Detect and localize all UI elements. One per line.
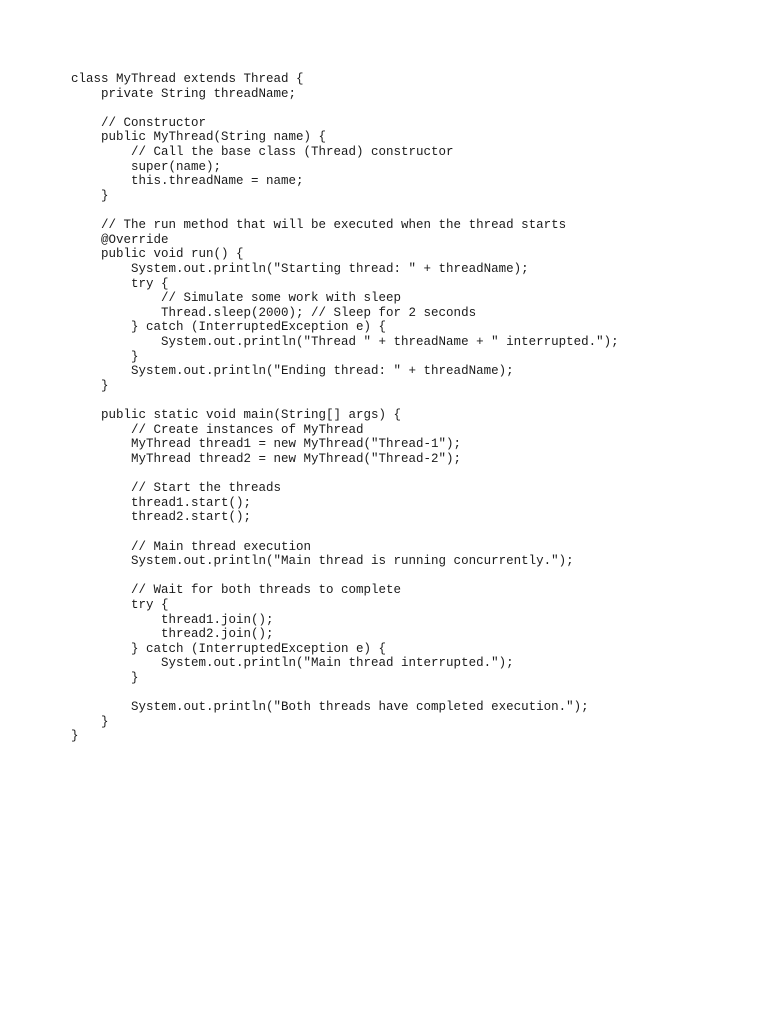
code-line	[71, 203, 619, 218]
code-line: System.out.println("Ending thread: " + threadName);	[71, 364, 514, 379]
code-line: Thread.sleep(2000); // Sleep for 2 seconds	[71, 305, 477, 320]
code-line: System.out.println("Main thread is running concurrently.");	[71, 554, 574, 569]
code-line	[71, 686, 619, 701]
code-line: // The run method that will be executed when the thread starts	[71, 218, 567, 233]
code-line: try {	[71, 597, 169, 612]
code-line: } catch (InterruptedException e) {	[71, 641, 387, 656]
code-line: // Simulate some work with sleep	[71, 291, 402, 306]
code-line: try {	[71, 276, 169, 291]
code-line: thread2.join();	[71, 627, 274, 642]
code-line	[71, 569, 619, 584]
code-line: // Create instances of MyThread	[71, 422, 364, 437]
code-line: }	[71, 188, 109, 203]
code-line	[71, 466, 619, 481]
code-line: thread1.start();	[71, 495, 252, 510]
code-line: }	[71, 349, 139, 364]
code-line: MyThread thread2 = new MyThread("Thread-2");	[71, 451, 462, 466]
code-line: class MyThread extends Thread {	[71, 72, 304, 86]
code-line: this.threadName = name;	[71, 174, 304, 189]
code-line: System.out.println("Thread " + threadName + " interrupted.");	[71, 334, 619, 349]
code-line: thread1.join();	[71, 612, 274, 627]
code-line: }	[71, 670, 139, 685]
code-line: private String threadName;	[71, 86, 297, 101]
code-line	[71, 525, 619, 540]
code-line: public void run() {	[71, 247, 244, 262]
code-line: } catch (InterruptedException e) {	[71, 320, 387, 335]
code-line: super(name);	[71, 159, 222, 174]
code-line: System.out.println("Main thread interrupted.");	[71, 656, 514, 671]
code-line	[71, 101, 619, 116]
code-line: public static void main(String[] args) {	[71, 408, 402, 423]
code-line: MyThread thread1 = new MyThread("Thread-1");	[71, 437, 462, 452]
code-line: }	[71, 729, 79, 744]
code-line: System.out.println("Both threads have completed execution.");	[71, 700, 589, 715]
code-line	[71, 393, 619, 408]
code-block	[71, 72, 619, 744]
code-line: @Override	[71, 232, 169, 247]
code-line: }	[71, 378, 109, 393]
code-line: public MyThread(String name) {	[71, 130, 327, 145]
code-line: }	[71, 714, 109, 729]
code-line: // Wait for both threads to complete	[71, 583, 402, 598]
code-line: // Start the threads	[71, 481, 282, 496]
code-line: thread2.start();	[71, 510, 252, 525]
code-line: // Constructor	[71, 115, 207, 130]
code-line: // Main thread execution	[71, 539, 312, 554]
code-line: System.out.println("Starting thread: " + threadName);	[71, 261, 529, 276]
code-line: // Call the base class (Thread) constructor	[71, 145, 454, 160]
